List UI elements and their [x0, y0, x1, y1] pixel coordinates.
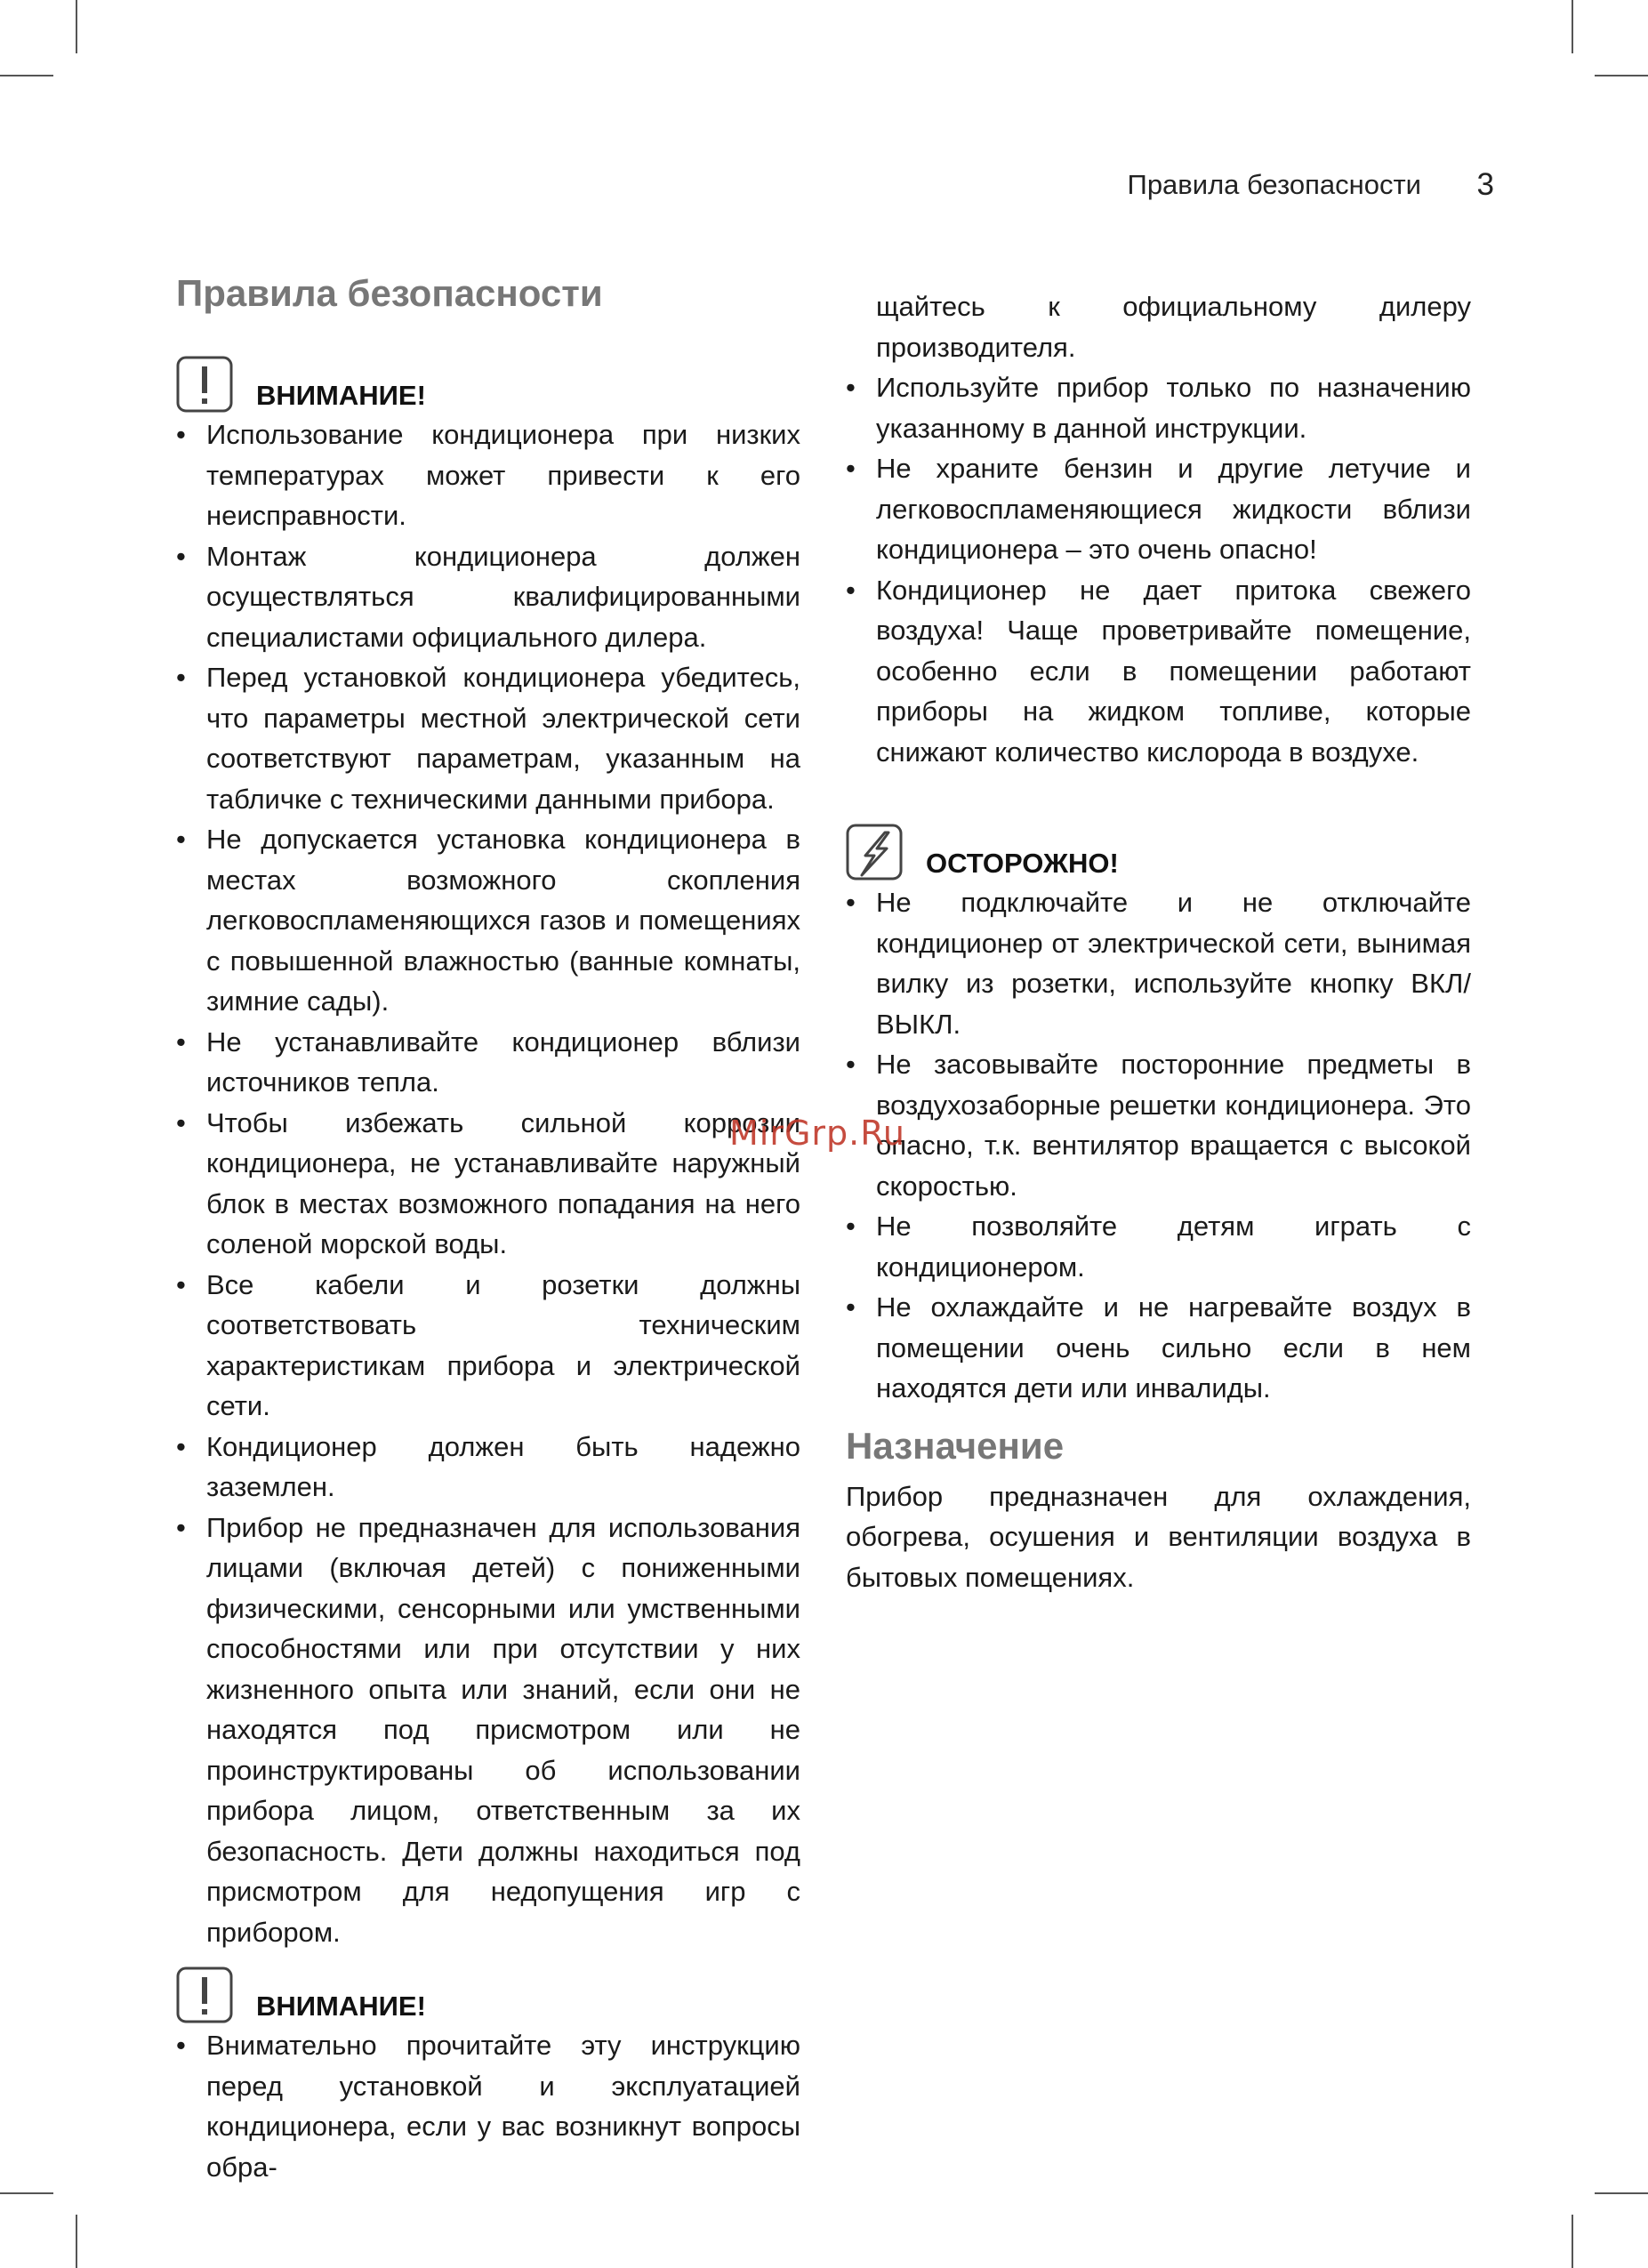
- list-item: • Чтобы избежать сильной коррозии кондиционера, не устанавливайте наружный блок в местах возможного попадания на него соленой морской воды.: [176, 1103, 800, 1265]
- crop-mark: [76, 0, 77, 53]
- list-item: • Прибор не предназначен для использования лицами (включая детей) с пониженными физическими, сенсорными или умственными способностями или при отсутствии у них жизненного опыта или знаний, если они не находятся под присмотром или не проинструктированы об использовании прибора лицом, ответственным за их безопасность. Дети должны находиться под присмотром для недопущения игр с прибором.: [176, 1508, 800, 1953]
- list-item: • Не храните бензин и другие летучие и легковоспламеняющиеся жидкости вблизи кондиционера – это очень опасно!: [846, 448, 1471, 570]
- watermark: MirGrp.Ru: [729, 1114, 906, 1153]
- crop-mark: [0, 75, 53, 76]
- attention-title: ВНИМАНИЕ!: [256, 1991, 426, 2022]
- safety-list: [846, 367, 1471, 772]
- left-column: [176, 267, 800, 2187]
- crop-mark: [1595, 75, 1648, 76]
- exclamation-icon: [176, 1966, 233, 2023]
- crop-mark: [1572, 2215, 1573, 2268]
- page-number: 3: [1476, 167, 1494, 202]
- list-item: • Используйте прибор только по назначению указанному в данной инструкции.: [846, 367, 1471, 448]
- list-item: • Не подключайте и не отключайте кондиционер от электрической сети, вынимая вилку из розетки, используйте кнопку ВКЛ/ВЫКЛ.: [846, 882, 1471, 1044]
- caution-list: [846, 882, 1471, 1409]
- attention-list: [176, 2025, 800, 2187]
- list-item: • Кондиционер не дает притока свежего воздуха! Чаще проветривайте помещение, особенно если в помещении работают приборы на жидком топливе, которые снижают количество кислорода в воздухе.: [846, 570, 1471, 773]
- list-item: • Все кабели и розетки должны соответствовать техническим характеристикам прибора и электрической сети.: [176, 1265, 800, 1427]
- list-item: • Не охлаждайте и не нагревайте воздух в помещении очень сильно если в нем находятся дети или инвалиды.: [846, 1287, 1471, 1409]
- list-item: • Внимательно прочитайте эту инструкцию перед установкой и эксплуатацией кондиционера, если у вас возникнут вопросы обра-: [176, 2025, 800, 2187]
- continued-text: щайтесь к официальному дилеру производителя.: [876, 291, 1471, 363]
- crop-mark: [1595, 2192, 1648, 2194]
- caution-notice: [846, 824, 1471, 882]
- section-title-safety: Правила безопасности: [176, 272, 603, 314]
- crop-mark: [0, 2192, 53, 2194]
- attention-list: [176, 414, 800, 1952]
- running-head: [1049, 169, 1494, 213]
- list-item: • Кондиционер должен быть надежно заземлен.: [176, 1427, 800, 1508]
- list-item: • Не засовывайте посторонние предметы в воздухозаборные решетки кондиционера. Это опасно, т.к. вентилятор вращается с высокой скоростью.: [846, 1044, 1471, 1206]
- crop-mark: [1572, 0, 1573, 53]
- purpose-text: Прибор предназначен для охлаждения, обогрева, осушения и вентиляции воздуха в бытовых помещениях.: [846, 1480, 1471, 1593]
- attention-notice: [176, 1966, 800, 2025]
- exclamation-icon: [176, 356, 233, 413]
- list-item: • Не устанавливайте кондиционер вблизи источников тепла.: [176, 1022, 800, 1103]
- list-item: • Не допускается установка кондиционера в местах возможного скопления легковоспламеняющихся газов и помещениях с повышенной влажностью (ванные комнаты, зимние сады).: [176, 819, 800, 1022]
- crop-mark: [76, 2215, 77, 2268]
- list-item: • Использование кондиционера при низких температурах может привести к его неисправности.: [176, 414, 800, 536]
- list-item: • Не позволяйте детям играть с кондиционером.: [846, 1206, 1471, 1287]
- caution-title: ОСТОРОЖНО!: [926, 848, 1119, 879]
- right-column: [846, 267, 1471, 1597]
- running-title: Правила безопасности: [1127, 169, 1421, 200]
- list-item: • Монтаж кондиционера должен осуществляться квалифицированными специалистами официального дилера.: [176, 536, 800, 658]
- attention-notice: [176, 356, 800, 414]
- list-item: • Перед установкой кондиционера убедитесь, что параметры местной электрической сети соответствуют параметрам, указанным на табличке с техническими данными прибора.: [176, 657, 800, 819]
- section-title-purpose: Назначение: [846, 1424, 1065, 1467]
- lightning-icon: [846, 824, 903, 881]
- attention-title: ВНИМАНИЕ!: [256, 380, 426, 411]
